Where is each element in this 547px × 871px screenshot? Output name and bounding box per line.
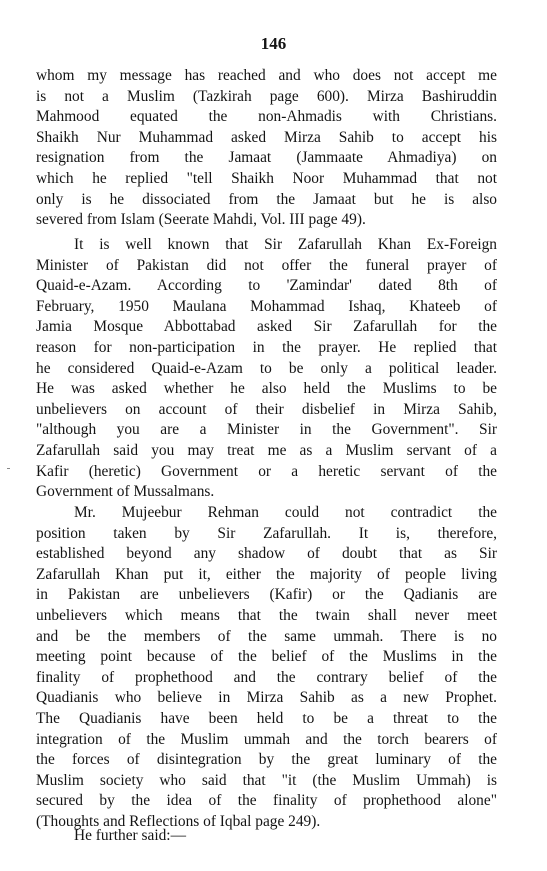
text-line: Mr. Mujeebur Rehman could not contradict the	[74, 504, 497, 521]
text-line: resignation from the Jamaat (Jammaate Ahmadiya) on	[36, 149, 497, 167]
text-line: He further said:—	[74, 827, 186, 844]
text-line: finality of prophethood and the contrary belief of the	[36, 668, 497, 686]
text-line: severed from Islam (Seerate Mahdi, Vol. III page 49).	[36, 211, 366, 229]
text-line: only is he dissociated from the Jamaat but he is also	[36, 190, 497, 208]
text-line: established beyond any shadow of doubt that as Sir	[36, 545, 497, 563]
text-line: and be the members of the same ummah. There is no	[36, 627, 497, 645]
text-line: February, 1950 Maulana Mohammad Ishaq, Khateeb of	[36, 297, 497, 315]
text-line: Shaikh Nur Muhammad asked Mirza Sahib to accept his	[36, 128, 497, 146]
text-line: secured by the idea of the finality of prophethood alone"	[36, 792, 497, 810]
text-line: Zafarullah said you may treat me as a Muslim servant of a	[36, 441, 497, 459]
text-line: Kafir (heretic) Government or a heretic servant of the	[36, 462, 497, 480]
text-line: whom my message has reached and who does not accept me	[36, 67, 497, 84]
text-line: unbelievers on account of their disbelief in Mirza Sahib,	[36, 400, 497, 418]
text-line: It is well known that Sir Zafarullah Khan Ex-Foreign	[74, 236, 497, 253]
text-line: Quadianis who believe in Mirza Sahib as a new Prophet.	[36, 689, 497, 707]
text-line: unbelievers which means that the twain shall never meet	[36, 606, 497, 624]
text-line: Muslim society who said that "it (the Muslim Ummah) is	[36, 771, 497, 789]
text-line: The Quadianis have been held to be a threat to the	[36, 709, 497, 727]
text-line: in Pakistan are unbelievers (Kafir) or the Qadianis are	[36, 586, 497, 604]
text-line: which he replied "tell Shaikh Noor Muhammad that not	[36, 169, 497, 187]
page-number: 146	[260, 34, 287, 53]
text-line: the forces of disintegration by the great luminary of the	[36, 751, 497, 769]
text-line: integration of the Muslim ummah and the torch bearers of	[36, 730, 497, 748]
text-line: Mahmood equated the non-Ahmadis with Christians.	[36, 108, 497, 126]
text-line: reason for non-participation in the prayer. He replied that	[36, 338, 497, 356]
margin-mark	[7, 468, 10, 469]
paragraph-3	[36, 503, 497, 833]
text-line: Government of Mussalmans.	[36, 483, 215, 501]
text-line: Minister of Pakistan did not offer the funeral prayer of	[36, 256, 497, 274]
text-line: Zafarullah Khan put it, either the majority of people living	[36, 565, 497, 583]
text-line: "although you are a Minister in the Government". Sir	[36, 421, 497, 439]
text-line: position taken by Sir Zafarullah. It is, therefore,	[36, 524, 497, 542]
text-line: Quaid-e-Azam. According to 'Zamindar' dated 8th of	[36, 277, 497, 295]
text-line: is not a Muslim (Tazkirah page 600). Mirza Bashiruddin	[36, 87, 497, 105]
paragraph-2	[36, 235, 497, 503]
text-line: He was asked whether he also held the Muslims to be	[36, 380, 497, 398]
text-line: (Thoughts and Reflections of Iqbal page 249).	[36, 812, 321, 830]
paragraph-1	[36, 66, 497, 231]
paragraph-4	[36, 826, 497, 847]
text-line: he considered Quaid-e-Azam to be only a political leader.	[36, 359, 497, 377]
text-line: Jamia Mosque Abbottabad asked Sir Zafarullah for the	[36, 318, 497, 336]
text-line: meeting point because of the belief of the Muslims in the	[36, 648, 497, 666]
